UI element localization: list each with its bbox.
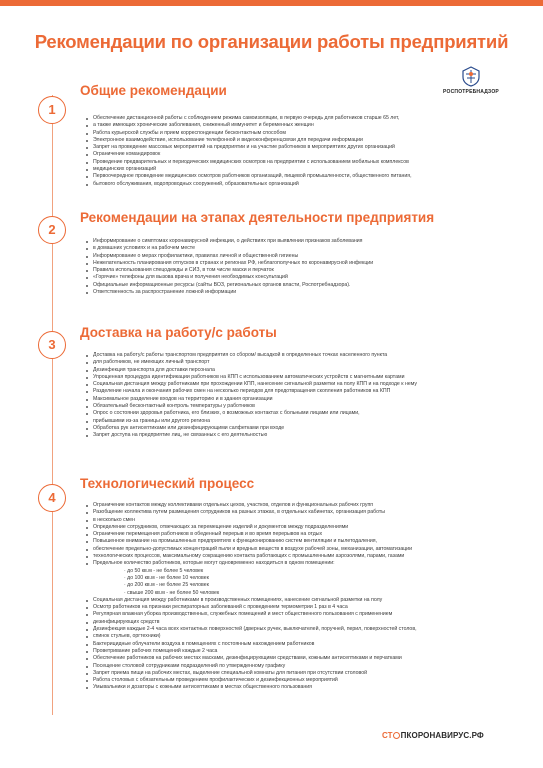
list-item: Умывальники и дозаторы с кожными антисептиками в местах общественного пользования xyxy=(86,684,486,691)
list-item: Социальная дистанция между работниками в производственных помещениях, нанесение сигнальной разметки на полу xyxy=(86,597,486,604)
page-title: Рекомендации по организации работы предприятий xyxy=(34,31,509,52)
list-subitem: · до 50 кв.м - не более 5 человек xyxy=(124,567,204,574)
list-item: Официальные информационные ресурсы (сайты ВОЗ, региональных органов власти, Роспотребнадзора). xyxy=(86,282,486,289)
emblem-icon xyxy=(460,65,482,87)
step-number-2: 2 xyxy=(38,216,66,244)
list-item: Работа курьерской службы и прием корреспонденции бесконтактным способом xyxy=(86,130,486,137)
section-title-delivery: Доставка на работу/с работы xyxy=(80,325,277,340)
section-list-general xyxy=(86,115,486,188)
list-item: «Горячие» телефоны для вызова врача и получения необходимых консультаций xyxy=(86,274,486,281)
list-subitem: · свыше 200 кв.м - не более 50 человек xyxy=(124,589,220,596)
list-item: Социальная дистанция между работниками при прохождении КПП, нанесение сигнальной разметки на полу КПП и на подходе к нему xyxy=(86,381,486,388)
list-item: Повышенное внимание на промышленных предприятиях к функционированию систем вентиляции и пылетодаления, xyxy=(86,538,486,545)
section-list-technology xyxy=(86,502,486,692)
brand-name: РОСПОТРЕБНАДЗОР xyxy=(443,89,499,95)
list-item: Бактерицидные облучатели воздуха в помещениях с постоянным нахождением работников xyxy=(86,641,486,648)
stop-circle-icon xyxy=(393,732,400,739)
list-item: Запрет на проведение массовых мероприятий на предприятии и на участие работников в мероприятиях других организаций xyxy=(86,144,486,151)
list-item: в несколько смен xyxy=(86,517,486,524)
list-item: Ограничение перемещения работников в обеденный перерыв и во время перерывов на отдых xyxy=(86,531,486,538)
list-item: Ограничение контактов между коллективами отдельных цехов, участков, отделов и функциональных рабочих групп xyxy=(86,502,486,509)
list-item: Дезинфекция транспорта для доставки персонала xyxy=(86,367,486,374)
list-item: Определение сотрудников, отвечающих за перемещение изделий и документов между подразделениями xyxy=(86,524,486,531)
section-list-stages xyxy=(86,238,486,296)
list-item: Дезинфекция каждые 2-4 часа всех контактных поверхностей (дверных ручек, выключателей, поручней, перил, поверхностей столов, xyxy=(86,626,486,633)
list-item: Запрет приема пищи на рабочих местах, выделение специальной комнаты для питания при отсутствии столовой xyxy=(86,670,486,677)
list-item: Ответственность за распространение ложной информации xyxy=(86,289,486,296)
section-title-general: Общие рекомендации xyxy=(80,83,227,98)
list-item: Обеспечение дистанционной работы с соблюдением режима самоизоляции, в первую очередь для работников старше 65 лет, xyxy=(86,115,486,122)
step-number-3: 3 xyxy=(38,331,66,359)
step-number-4: 4 xyxy=(38,484,66,512)
list-item: Опрос о состоянии здоровья работника, его близких, о возможных контактах с больными лицами или лицами, xyxy=(86,410,486,417)
list-item: Работа столовых с обязательным проведением профилактических и дезинфекционных мероприятий xyxy=(86,677,486,684)
step-number-1: 1 xyxy=(38,96,66,124)
list-item: в домашних условиях и на рабочем месте xyxy=(86,245,486,252)
list-item: Первоочередное проведение медицинских осмотров работников организаций, пищевой промышленности, общественного питания, xyxy=(86,173,486,180)
list-item: Проветривание рабочих помещений каждые 2 часа xyxy=(86,648,486,655)
list-item: Ограничение командировок xyxy=(86,151,486,158)
list-item: обеспечение предельно-допустимых концентраций пыли и вредных веществ в воздухе рабочей зоны, механизации, автоматизации xyxy=(86,546,486,553)
list-item: спинок стульев, оргтехники) xyxy=(86,633,486,640)
timeline-line xyxy=(52,95,53,715)
list-item: технологических процессов, максимальному сокращению контакта работающих с промышленными аэрозолями, парами, газами xyxy=(86,553,486,560)
list-item: Проведение предварительных и периодических медицинских осмотров на предприятии с использованием мобильных комплексов xyxy=(86,159,486,166)
brand-block xyxy=(426,65,516,95)
list-item: Электронное взаимодействие, использование телефонной и видеоконференцсвязи для передачи информации xyxy=(86,137,486,144)
list-item: Доставка на работу/с работы транспортом предприятия со сбором/ высадкой в определенных точках населенного пункта xyxy=(86,352,486,359)
list-item: Осмотр работников на признаки респираторных заболеваний с проведением термометрии 1 раз в 4 часа xyxy=(86,604,486,611)
logo-text-end: ПКОРОНАВИРУС.РФ xyxy=(400,731,484,740)
list-item: Обработка рук антисептиками или дезинфицирующими салфетками при входе xyxy=(86,425,486,432)
top-accent-rule xyxy=(0,0,543,6)
list-item: прибывшими из-за границы или другого региона xyxy=(86,418,486,425)
list-subitem: · до 100 кв.м - не более 10 человек xyxy=(124,574,209,581)
list-item: Обеспечение работников на рабочих местах масками, дезинфицирующими средствами, кожными антисептиками и перчатками xyxy=(86,655,486,662)
list-subitem: · до 200 кв.м - не более 25 человек xyxy=(124,582,209,589)
list-item: Посещение столовой сотрудниками подразделений по утвержденному графику xyxy=(86,663,486,670)
list-item: Разобщение коллектива путем размещения сотрудников на разных этажах, в отдельных кабинетах, организация работы xyxy=(86,509,486,516)
list-item: Обязательный бесконтактный контроль температуры у работников xyxy=(86,403,486,410)
list-item: Нежелательность планирования отпусков в странах и регионах РФ, неблагополучных по коронавирусной инфекции xyxy=(86,260,486,267)
list-item: Информирование о мерах профилактики, правилах личной и общественной гигиены xyxy=(86,253,486,260)
list-item: Регулярная влажная уборка производственных, служебных помещений и мест общественного пользования с применением xyxy=(86,611,486,618)
stopcoronavirus-logo[interactable] xyxy=(382,731,484,740)
list-item: Информирование о симптомах коронавирусной инфекции, о действиях при выявлении признаков заболевания xyxy=(86,238,486,245)
logo-text-start: СТ xyxy=(382,731,393,740)
list-item: Упрощенная процедура идентификации работников на КПП с использованием автоматических устройств с магнитными картами xyxy=(86,374,486,381)
list-item: Запрет доступа на предприятие лиц, не связанных с его деятельностью xyxy=(86,432,486,439)
list-item: дезинфицирующих средств xyxy=(86,619,486,626)
list-item: Предельное количество работников, которые могут одновременно находиться в одном помещении: xyxy=(86,560,486,567)
list-item: для работников, не имеющих личный транспорт xyxy=(86,359,486,366)
section-list-delivery xyxy=(86,352,486,440)
section-title-technology: Технологический процесс xyxy=(80,476,255,491)
section-title-stages: Рекомендации на этапах деятельности предприятия xyxy=(80,210,435,225)
list-item: Максимальное разделение входов на территорию и в здания организации xyxy=(86,396,486,403)
list-item: медицинских организаций xyxy=(86,166,486,173)
list-item: а также имеющих хронические заболевания, сниженный иммунитет и беременных женщин xyxy=(86,122,486,129)
list-item: Правила использования спецодежды и СИЗ, в том числе маски и перчаток xyxy=(86,267,486,274)
list-item: бытового обслуживания, водопроводных сооружений, образовательных организаций xyxy=(86,181,486,188)
list-item: Разделение начала и окончания рабочих смен на несколько периодов для предотвращения скопления работников на КПП xyxy=(86,388,486,395)
